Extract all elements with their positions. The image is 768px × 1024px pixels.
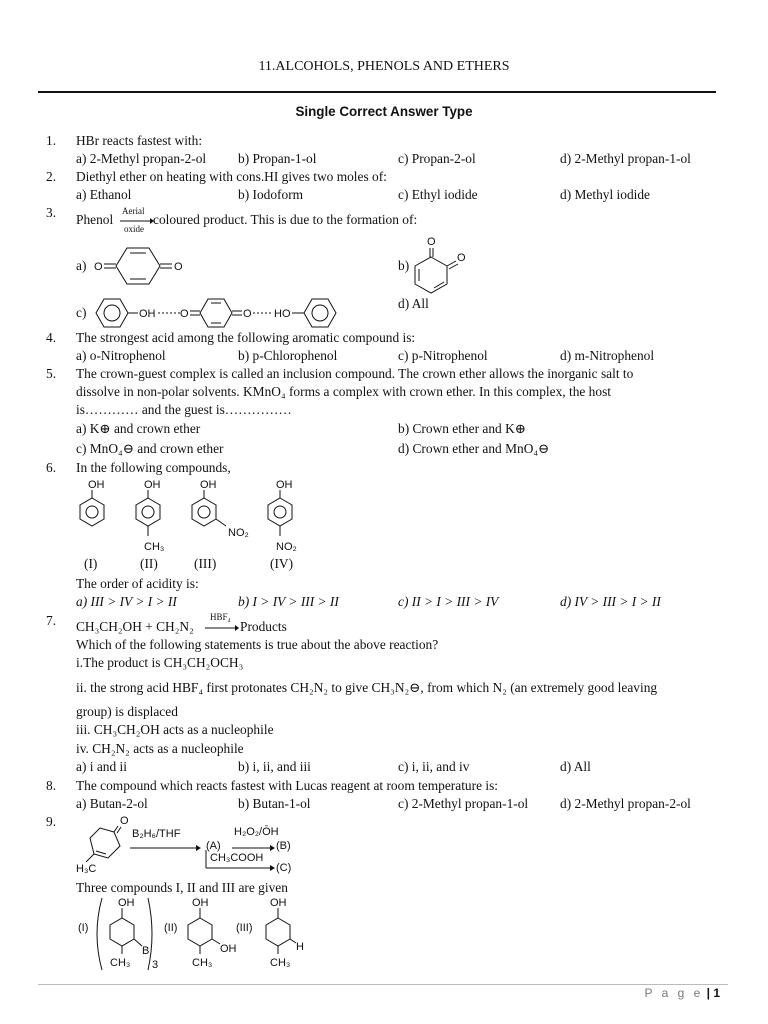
- svg-text:OH: OH: [118, 897, 135, 909]
- option-c: c) p-Nitrophenol: [398, 348, 488, 363]
- option-a: a) o-Nitrophenol: [76, 348, 166, 363]
- reaction-reactants: CH₃CH₂OH + CH₂N₂: [76, 619, 194, 634]
- reaction-arrow: [205, 625, 239, 631]
- option-b-label: b): [398, 258, 410, 273]
- question-text: The strongest acid among the following aromatic compound is:: [76, 330, 416, 345]
- question-number: 2.: [46, 169, 57, 184]
- svg-text:OH: OH: [276, 479, 293, 491]
- statement-iii: iii. CH₃CH₂OH acts as a nucleophile: [76, 722, 274, 737]
- option-b: b) i, ii, and iii: [238, 759, 311, 774]
- svg-text:O: O: [174, 261, 183, 273]
- svg-text:CH₃: CH₃: [110, 957, 131, 969]
- arrow-label-bottom: oxide: [124, 224, 144, 234]
- svg-text:OH: OH: [270, 897, 287, 909]
- question-number: 6.: [46, 460, 57, 475]
- option-b: b) Crown ether and K⊕: [398, 421, 526, 436]
- svg-text:OH: OH: [192, 897, 209, 909]
- svg-text:O: O: [180, 308, 189, 320]
- question-text: Diethyl ether on heating with cons.HI gives two moles of:: [76, 169, 387, 184]
- page-number: 1: [713, 986, 720, 1000]
- option-c: c) 2-Methyl propan-1-ol: [398, 796, 529, 811]
- svg-text:B: B: [142, 945, 150, 957]
- svg-text:O: O: [457, 252, 466, 264]
- option-a: a) i and ii: [76, 759, 127, 774]
- statement-iv: iv. CH₂N₂ acts as a nucleophile: [76, 741, 244, 756]
- svg-text:CH₃: CH₃: [270, 957, 291, 969]
- option-a: a) 2-Methyl propan-2-ol: [76, 151, 207, 166]
- product-b-label: (B): [276, 840, 291, 852]
- svg-text:O: O: [120, 815, 129, 827]
- svg-text:OH: OH: [88, 479, 105, 491]
- svg-text:O: O: [94, 261, 103, 273]
- product-c-label: (C): [276, 862, 292, 874]
- compound-label: (II): [140, 556, 158, 571]
- question-number: 7.: [46, 613, 57, 628]
- option-d: d) m-Nitrophenol: [560, 348, 655, 363]
- option-c: c) Propan-2-ol: [398, 151, 476, 166]
- page-footer: [644, 986, 720, 1000]
- question-number: 9.: [46, 814, 57, 829]
- question-text: HBr reacts fastest with:: [76, 133, 203, 148]
- page-label: P a g e: [644, 986, 704, 1000]
- intermediate-label: (A): [206, 840, 221, 852]
- question-number: 8.: [46, 778, 57, 793]
- svg-text:CH₃: CH₃: [192, 957, 213, 969]
- p-benzoquinone-structure: [92, 244, 202, 286]
- option-c: c) II > I > III > IV: [398, 594, 499, 609]
- option-d: d) 2-Methyl propan-2-ol: [560, 796, 691, 811]
- phenol-compounds-figure: [76, 478, 316, 560]
- question-number: 5.: [46, 366, 57, 381]
- option-b: b) Butan-1-ol: [238, 796, 311, 811]
- svg-text:OH: OH: [200, 479, 217, 491]
- option-d: d) Methyl iodide: [560, 187, 651, 202]
- statement-ii: ii. the strong acid HBF₄ first protonates CH₂N₂ to give CH₃N₂⊖, from which N₂ (an extremely good leaving: [76, 680, 658, 695]
- statement-i: i.The product is CH₃CH₂OCH₃: [76, 655, 244, 670]
- arrow-label-top: HBF₄: [210, 612, 231, 622]
- question-text-end: coloured product. This is due to the formation of:: [153, 212, 418, 227]
- trialkylborane-structure: [92, 896, 172, 972]
- footer-separator: |: [706, 986, 710, 1000]
- option-b: b) p-Chlorophenol: [238, 348, 338, 363]
- question-line-1: The crown-guest complex is called an inclusion compound. The crown ether allows the inorganic salt to: [76, 366, 634, 381]
- svg-text:NO₂: NO₂: [228, 527, 249, 539]
- question-number: 3.: [46, 205, 57, 220]
- option-c: c) Ethyl iodide: [398, 187, 478, 202]
- question-text: Three compounds I, II and III are given: [76, 880, 288, 895]
- alcohol-structure: [258, 896, 328, 972]
- arrow-label-top: Aerial: [122, 206, 145, 216]
- option-a-label: a): [76, 258, 87, 273]
- option-a: a) III > IV > I > II: [76, 594, 177, 609]
- question-text: The order of acidity is:: [76, 576, 199, 591]
- option-d: d) 2-Methyl propan-1-ol: [560, 151, 691, 166]
- question-number: 1.: [46, 133, 57, 148]
- option-b: b) I > IV > III > II: [238, 594, 339, 609]
- header-rule: [38, 91, 716, 93]
- footer-rule: [38, 984, 728, 985]
- option-d: d) IV > III > I > II: [560, 594, 661, 609]
- question-line: Which of the following statements is true about the above reaction?: [76, 637, 439, 652]
- option-a: a) K⊕ and crown ether: [76, 421, 201, 436]
- svg-text:CH₃: CH₃: [144, 541, 165, 553]
- diol-structure: [180, 896, 250, 972]
- compound-label: (III): [236, 922, 253, 934]
- compound-label: (I): [78, 922, 89, 934]
- option-c-label: c): [76, 305, 87, 320]
- svg-text:HO: HO: [274, 308, 291, 320]
- compound-label: (IV): [270, 556, 294, 571]
- svg-text:NO₂: NO₂: [276, 541, 297, 553]
- question-line-2: dissolve in non-polar solvents. KMnO₄ forms a complex with crown ether. In this complex, the host: [76, 384, 612, 399]
- option-a: a) Ethanol: [76, 187, 132, 202]
- option-d: d) All: [560, 759, 591, 774]
- question-text: The compound which reacts fastest with Lucas reagent at room temperature is:: [76, 778, 499, 793]
- compound-label: (I): [84, 556, 98, 571]
- svg-text:OH: OH: [220, 943, 237, 955]
- svg-text:3: 3: [152, 959, 159, 971]
- option-d: d) All: [398, 296, 429, 311]
- compound-label: (III): [194, 556, 217, 571]
- option-b: b) Iodoform: [238, 187, 304, 202]
- reagent-label: H₂O₂/ŌH: [234, 826, 279, 838]
- option-a: a) Butan-2-ol: [76, 796, 148, 811]
- question-text: In the following compounds,: [76, 460, 231, 475]
- section-heading: Single Correct Answer Type: [295, 104, 473, 119]
- svg-text:OH: OH: [144, 479, 161, 491]
- svg-text:O: O: [243, 308, 252, 320]
- quinhydrone-structure: [92, 296, 352, 330]
- o-benzoquinone-structure: [414, 235, 474, 297]
- question-line-3: is………… and the guest is……………: [76, 402, 292, 417]
- option-d: d) Crown ether and MnO₄⊖: [398, 441, 550, 456]
- reagent-label: CH₃COOH: [210, 852, 264, 864]
- statement-ii-cont: group) is displaced: [76, 704, 178, 719]
- option-c: c) MnO₄⊖ and crown ether: [76, 441, 224, 456]
- svg-text:OH: OH: [139, 308, 156, 320]
- option-c: c) i, ii, and iv: [398, 759, 470, 774]
- page-title: 11.ALCOHOLS, PHENOLS AND ETHERS: [258, 59, 510, 74]
- question-number: 4.: [46, 330, 57, 345]
- reaction-arrow: [130, 845, 202, 851]
- reagent-label: B₂H₆/THF: [132, 828, 181, 840]
- question-text-start: Phenol: [76, 212, 114, 227]
- svg-text:O: O: [427, 236, 436, 248]
- svg-text:H: H: [296, 941, 304, 953]
- svg-text:H₃C: H₃C: [76, 863, 97, 875]
- compound-label: (II): [164, 922, 178, 934]
- option-b: b) Propan-1-ol: [238, 151, 317, 166]
- cyclohexenone-structure: [76, 814, 136, 874]
- reaction-product: Products: [240, 619, 287, 634]
